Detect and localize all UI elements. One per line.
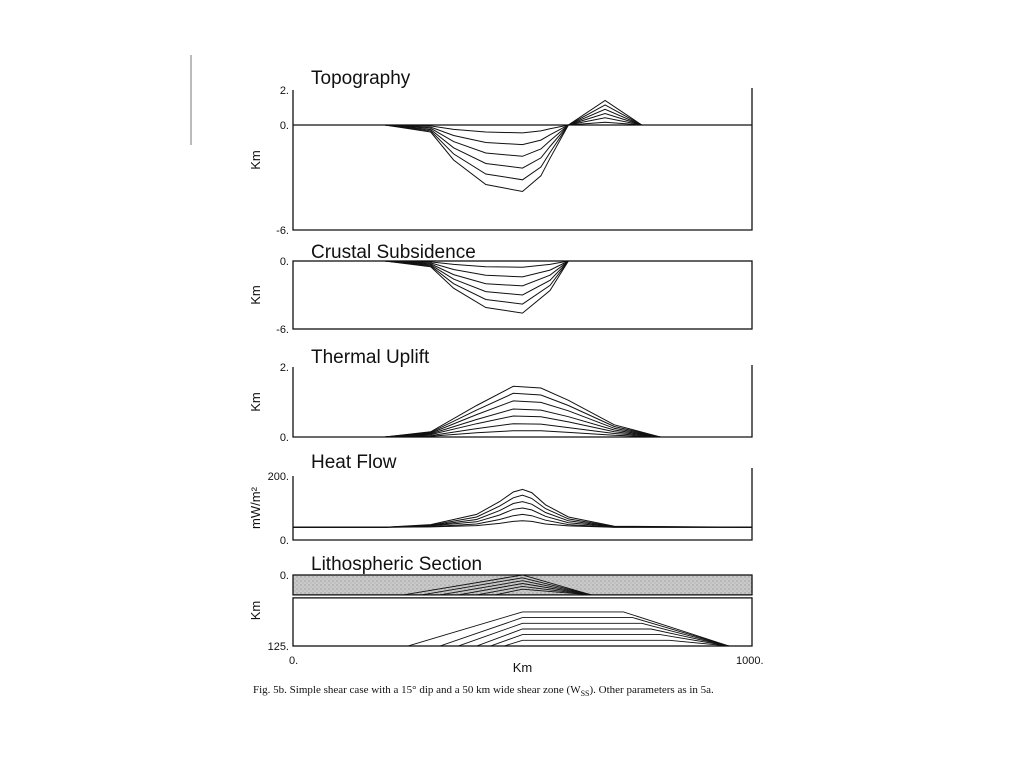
series-line-3	[293, 508, 752, 527]
y-tick-label: 0.	[279, 432, 289, 444]
series-line-4	[293, 118, 752, 145]
figure-caption	[253, 684, 813, 698]
y-axis-label: mW/m²	[248, 487, 263, 529]
panel-topography	[248, 68, 752, 237]
y-axis-label: Km	[248, 285, 263, 305]
panel-title: Crustal Subsidence	[311, 242, 476, 263]
panel-title: Lithospheric Section	[311, 554, 483, 575]
series-line-2	[293, 109, 752, 168]
series-line-3	[293, 114, 752, 157]
y-tick-label: 0.	[279, 256, 289, 268]
x-tick-label: 0.	[289, 655, 299, 667]
series-line-3	[293, 409, 752, 437]
series-line-6	[293, 431, 752, 437]
panel-heat-flow	[248, 452, 752, 547]
series-line-1	[293, 495, 752, 527]
panel-title: Topography	[311, 68, 411, 89]
plot-frame	[293, 468, 752, 540]
panel-title: Heat Flow	[311, 452, 397, 473]
y-tick-label: 200.	[267, 471, 289, 483]
caption-subscript: SS	[580, 689, 590, 699]
series-line-0	[293, 261, 752, 313]
series-line-4	[293, 261, 752, 277]
series-line-2	[293, 401, 752, 437]
series-line-2	[293, 261, 752, 295]
y-tick-label: -6.	[276, 324, 289, 336]
series-line-5	[293, 122, 752, 133]
x-axis-label: Km	[512, 660, 533, 675]
y-tick-label: 0.	[279, 535, 289, 547]
panel-title: Thermal Uplift	[311, 347, 430, 368]
plot-frame	[293, 88, 752, 230]
mantle-line-5	[293, 640, 752, 646]
panel-lithospheric-section	[248, 554, 764, 675]
panel-crustal-subsidence	[248, 242, 752, 336]
series-line-3	[293, 261, 752, 286]
series-line-4	[293, 416, 752, 437]
y-tick-label: 0.	[279, 120, 289, 132]
y-axis-label: Km	[248, 600, 263, 621]
caption-tail: ). Other parameters as in 5a.	[589, 684, 714, 696]
y-tick-label: 125.	[267, 641, 289, 653]
caption-text: Fig. 5b. Simple shear case with a 15° dip and a 50 km wide shear zone (W	[253, 684, 581, 696]
panel-thermal-uplift	[248, 347, 752, 444]
y-tick-label: 0.	[279, 570, 289, 582]
x-tick-label: 1000.	[736, 655, 764, 667]
y-tick-label: -6.	[276, 225, 289, 237]
y-tick-label: 2.	[279, 85, 289, 97]
y-axis-label: Km	[248, 150, 263, 170]
y-tick-label: 2.	[279, 362, 289, 374]
y-axis-label: Km	[248, 392, 263, 412]
series-line-0	[293, 101, 752, 192]
